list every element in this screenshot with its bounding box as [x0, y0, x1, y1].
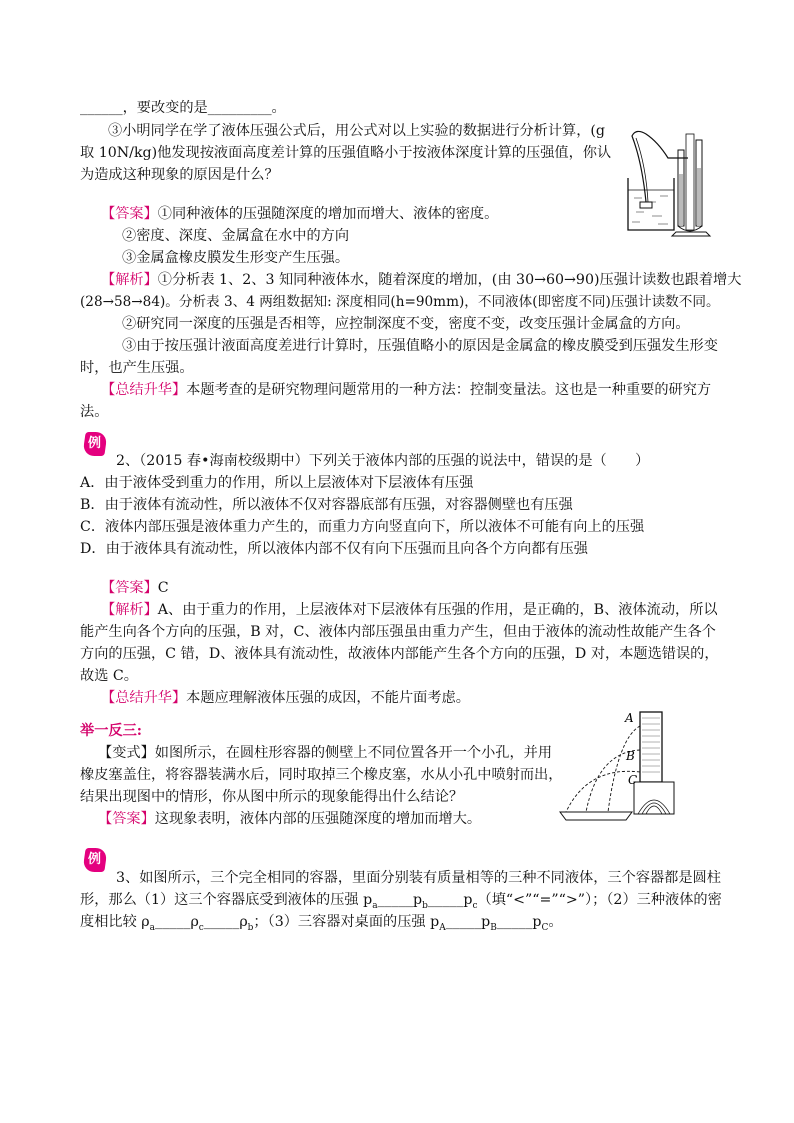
question-2-option-c: C．液体内部压强是液体重力产生的，而重力方向竖直向下，所以液体不可能有向上的压强 [80, 519, 645, 535]
question-3b-line2: 形，那么（1）这三个容器底受到液体的压强 $p_a\_\_\_\_\_p_b\_\_\_\_\_p_c$（填“<”“=”“>”）；（2）三种液体的密 [80, 892, 722, 911]
answer-tag: 【答案】 [101, 206, 158, 222]
analysis-2-line3: 方向的压强，C 错，D、液体具有流动性，故液体内部能产生各个方向的压强，D 对，本题选错误的， [80, 646, 719, 662]
answer-1-line1 [101, 203, 498, 225]
analysis-2-line4: 故选 C。 [80, 668, 138, 684]
question-3b-line1: 3、如图所示，三个完全相同的容器，里面分别装有质量相等的三种不同液体，三个容器都是圆柱 [116, 870, 721, 886]
analysis-1-line5: 时，也产生压强。 [80, 360, 194, 376]
summary-tag: 【总结升华】 [101, 690, 187, 706]
question-3b-line3: 度相比较 $\rho_a\_\_\_\_\_\rho_c\_\_\_\_\_\rho_b$；（3）三容器对桌面的压强 $p_A\_\_\_\_\_p_B\_\_\_\_\_p_C$。 [80, 914, 563, 933]
question-2-option-b: B．由于液体有流动性，所以液体不仅对容器底部有压强，对容器侧壁也有压强 [80, 497, 573, 513]
question-3-line3: 为造成这种现象的原因是什么？ [80, 167, 279, 183]
question-2-stem: 2、（2015 春•海南校级期中）下列关于液体内部的压强的说法中，错误的是（ ） [116, 453, 650, 469]
blank-line: ______，要改变的是_________。 [80, 100, 286, 116]
hole-label-a: A [625, 711, 634, 725]
summary-1-line1 [101, 379, 711, 401]
summary-2-text: 本题应理解液体压强的成因，不能片面考虑。 [186, 690, 470, 706]
practice-answer-text: 这现象表明，液体内部的压强随深度的增加而增大。 [154, 811, 482, 827]
question-2-option-a: A．由于液体受到重力的作用，所以上层液体对下层液体有压强 [80, 475, 474, 491]
answer-1-line2: ②密度、深度、金属盒在水中的方向 [122, 228, 350, 244]
example-badge-icon: 例 [82, 432, 107, 456]
analysis-2-line2: 能产生向各个方向的压强，B 对，C、液体内部压强虽由重力产生，但由于液体的流动性故能产生各个 [80, 624, 716, 640]
analysis-1-line2: (28→58→84)。分析表 3、4 两组数据知: 深度相同(h=90mm)，不同液体(即密度不同)压强计读数不同。 [80, 294, 720, 310]
analysis-1-line4: ③由于按压强计液面高度差进行计算时，压强值略小的原因是金属盒的橡皮膜受到压强发生形变 [122, 338, 718, 354]
water-jet-figure [558, 708, 682, 824]
answer-1-text: ①同种液体的压强随深度的增加而增大、液体的密度。 [157, 206, 499, 222]
practice-heading: 举一反三: [80, 723, 142, 739]
practice-line2: 橡皮塞盖住，将容器装满水后，同时取掉三个橡皮塞，水从小孔中喷射而出， [80, 767, 563, 783]
practice-line3: 结果出现图中的情形，你从图中所示的现象能得出什么结论？ [80, 789, 464, 805]
answer-1-line3: ③金属盒橡皮膜发生形变产生压强。 [122, 250, 350, 266]
summary-1-text: 本题考查的是研究物理问题常用的一种方法：控制变量法。这也是一种重要的研究方 [186, 382, 712, 398]
answer-tag: 【答案】 [101, 580, 158, 596]
answer-tag: 【答案】 [98, 811, 155, 827]
summary-1-line2: 法。 [80, 404, 109, 420]
analysis-tag: 【解析】 [101, 272, 158, 288]
example-badge-icon: 例 [82, 848, 107, 872]
analysis-1-text: ①分析表 1、2、3 知同种液体水，随着深度的增加，(由 30→60→90)压强计读数也跟着增大 [157, 272, 742, 288]
question-3-line1: ③小明同学在学了液体压强公式后，用公式对以上实验的数据进行分析计算，(g [108, 123, 605, 139]
question-2-option-d: D．由于液体具有流动性，所以液体内部不仅有向下压强而且向各个方向都有压强 [80, 541, 588, 557]
summary-2-line1 [101, 687, 470, 709]
hole-label-c: C [628, 773, 638, 787]
pressure-gauge-figure [612, 122, 718, 238]
analysis-1-line3: ②研究同一深度的压强是否相等，应控制深度不变，密度不变，改变压强计金属盒的方向。 [122, 316, 690, 332]
analysis-tag: 【解析】 [101, 602, 158, 618]
practice-line1 [98, 742, 552, 764]
practice-text: 如图所示，在圆柱形容器的侧壁上不同位置各开一个小孔，并用 [154, 745, 553, 761]
practice-answer [98, 808, 481, 830]
answer-2-line [101, 577, 169, 599]
analysis-2-text: A、由于重力的作用，上层液体对下层液体有压强的作用，是正确的，B、液体流动，所以 [157, 602, 718, 618]
question-3-line2: 取 10N/kg)他发现按液面高度差计算的压强值略小于按液体深度计算的压强值，你认 [80, 145, 612, 161]
analysis-1-line1 [101, 269, 741, 291]
summary-tag: 【总结升华】 [101, 382, 187, 398]
analysis-2-line1 [101, 599, 718, 621]
answer-2-value: C [157, 580, 169, 596]
variant-tag: 【变式】 [98, 745, 155, 761]
hole-label-b: B [626, 749, 635, 763]
